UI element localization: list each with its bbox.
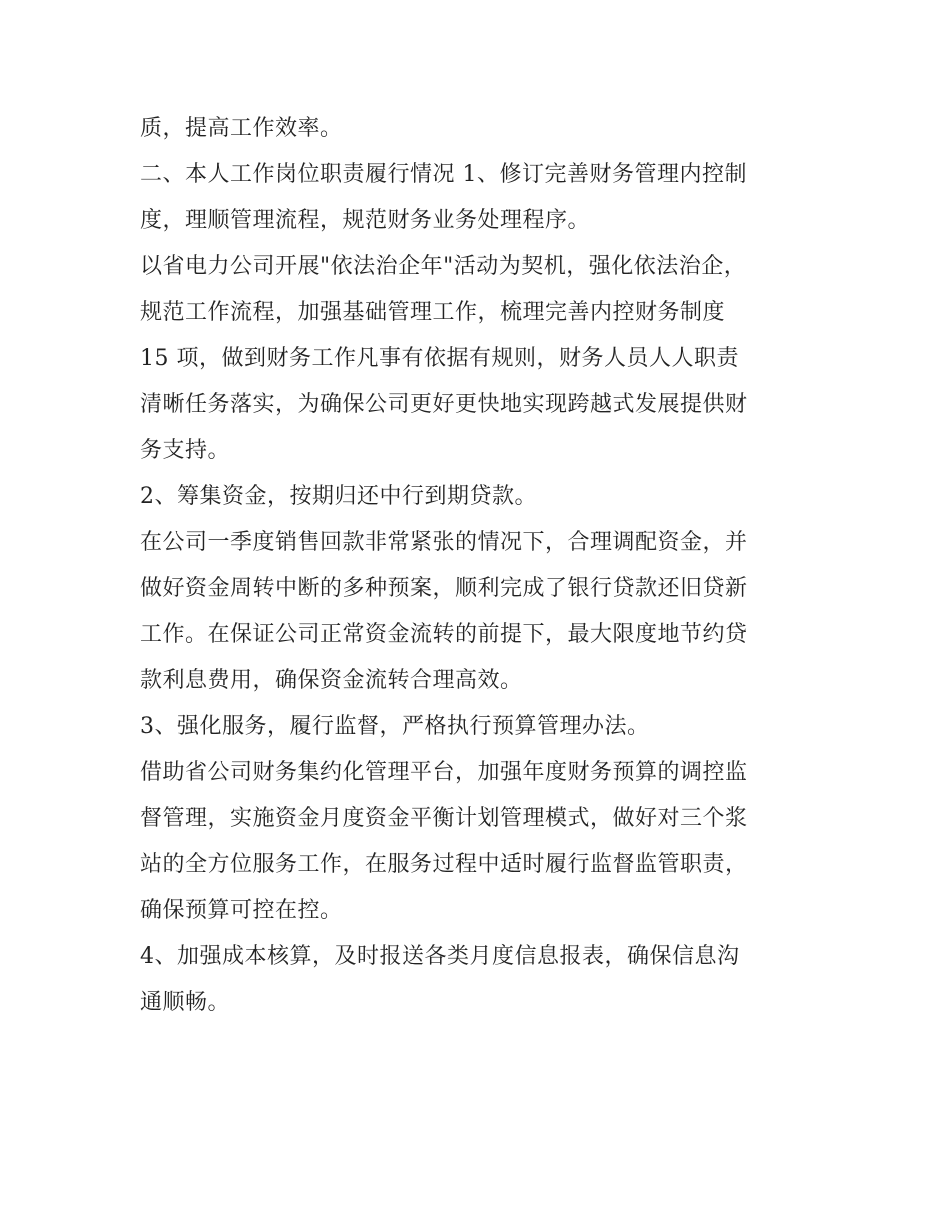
text-line-15: 借助省公司财务集约化管理平台，加强年度财务预算的调控监 bbox=[140, 760, 748, 785]
text-line-19: 4、加强成本核算，及时报送各类月度信息报表，确保信息沟 bbox=[140, 944, 740, 969]
text-line-18: 确保预算可控在控。 bbox=[140, 898, 343, 923]
text-line-1: 质，提高工作效率。 bbox=[140, 116, 343, 141]
document-body bbox=[140, 106, 830, 1026]
text-line-5: 规范工作流程，加强基础管理工作，梳理完善内控财务制度 bbox=[140, 300, 726, 325]
text-line-13: 款利息费用，确保资金流转合理高效。 bbox=[140, 668, 523, 693]
text-line-9: 2、筹集资金，按期归还中行到期贷款。 bbox=[140, 484, 537, 509]
text-line-16: 督管理，实施资金月度资金平衡计划管理模式，做好对三个浆 bbox=[140, 806, 748, 831]
text-line-20: 通顺畅。 bbox=[140, 990, 231, 1015]
text-line-11: 做好资金周转中断的多种预案，顺利完成了银行贷款还旧贷新 bbox=[140, 576, 748, 601]
text-line-12: 工作。在保证公司正常资金流转的前提下，最大限度地节约贷 bbox=[140, 622, 748, 647]
text-line-2: 二、本人工作岗位职责履行情况 1、修订完善财务管理内控制 bbox=[140, 162, 747, 187]
text-line-14: 3、强化服务，履行监督，严格执行预算管理办法。 bbox=[140, 714, 650, 739]
text-line-6: 15 项，做到财务工作凡事有依据有规则，财务人员人人职责 bbox=[140, 346, 739, 371]
text-line-4: 以省电力公司开展"依法治企年"活动为契机，强化依法治企， bbox=[140, 254, 747, 279]
text-line-10: 在公司一季度销售回款非常紧张的情况下，合理调配资金，并 bbox=[140, 530, 748, 555]
text-line-3: 度，理顺管理流程，规范财务业务处理程序。 bbox=[140, 208, 591, 233]
text-line-17: 站的全方位服务工作，在服务过程中适时履行监督监管职责， bbox=[140, 852, 748, 877]
text-line-7: 清晰任务落实，为确保公司更好更快地实现跨越式发展提供财 bbox=[140, 392, 748, 417]
text-line-8: 务支持。 bbox=[140, 438, 231, 463]
